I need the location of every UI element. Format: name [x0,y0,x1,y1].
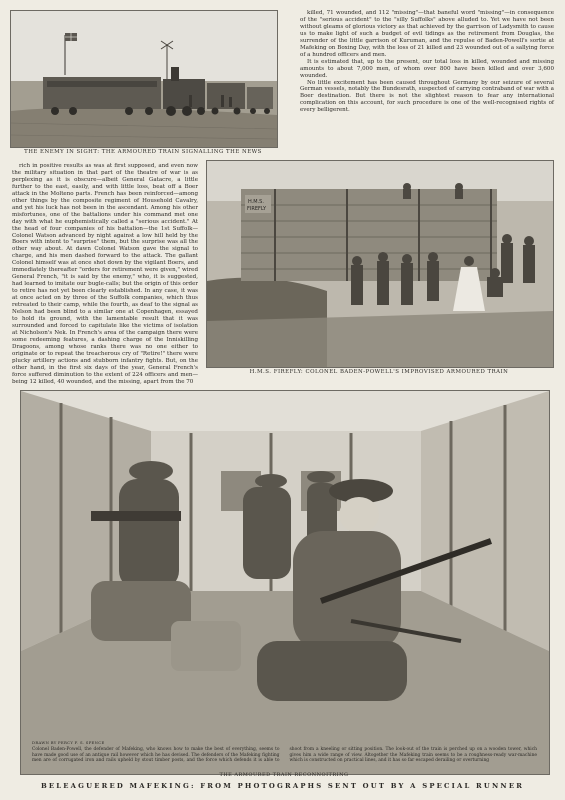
armoured-train-drawing [11,11,277,147]
article-paragraph: killed, 71 wounded, and 112 "missing"—that baneful word "missing"—in consequence of the "serious accident" to the "silly Suffolks" above alluded to. Yet we have not been without gleams of glorious victory as that achieved by the garrison of Ladysmith to cause us to make light of such a budget of evil tidings as the retirement from Douglas, the surrender of the little garrison of Kuruman, and the repulse of Baden-Powell's sortie at Mafeking on Boxing Day, with the loss of 21 killed and 23 wounded out of a sallying force of a hundred officers and men. [300,10,554,58]
interior-drawing [21,391,549,774]
article-left-column [12,163,198,386]
illustration-description-text: Colonel Baden-Powell, the defender of Mafeking, who knows how to make the best of everything, seems to have made good use of an antique rail however which he has devised. The defenders of the Mafeking fighting men are of corrugated iron and rails upheld by stout timber posts, and the force which defends it is able to shoot from a kneeling or sitting position. The look-out of the train is perched up on a wooden tower, which gives him a wide range of view. Altogether the Mafeking train seems to be a roughness-ready war-machine which is constructed on practical lines, and it has so far escaped derailing or overturning [32,747,537,764]
artist-credit: DRAWN BY PERCY F. S. SPENCE [32,740,105,745]
armoured-train-interior-illustration [20,390,550,775]
article-paragraph: No little excitement has been caused throughout Germany by our seizure of several German vessels, notably the Bundesrath, suspected of carrying contraband of war with a Boer destination. But there is not the slightest reason to fear any international complication on this account, for such procedure is one of the well-recognised rights of every belligerent. [300,79,554,114]
article-paragraph: rich in positive results as was at first supposed, and even now the military situation in that part of the theatre of war is as perplexing as it is obscure—albeit General Gatacre, a little further to the east, easily, and with little loss, beat off a Boer attack in the Molteno parts. French has been reinforced—among other things by the composite regiment of Household Cavalry, and yet his luck has not been in the ascendant. Among his other misfortunes, one of the battalions under his command met one day with what he euphemistically called a "serious accident." At the head of four companies of his battalion—the 1st Suffolk—Colonel Watson advanced by night against a low hill held by the Boers with intent to "surprise" them, but the surprise was all the other way about. At dawn Colonel Watson gave the signal to charge, and his men dashed forward to the attack. The gallant Colonel himself was at once shot down by the vigilant Boers, and immediately thereafter "orders for retirement were given," wired General French, "it is said by the enemy," who, it is suggested, had learned to imitate our bugle-calls; but the origin of this order to retire has not yet been clearly established. In any case, it was at once acted on by three of the Suffolk companies, which thus retreated to their camp, while the fourth, as deaf to the signal as Nelson had been blind to a similar one at Copenhagen, essayed to hold its ground, with the lamentable result that it was surrounded and forced to capitulate like the victims of isolation at Nicholson's Nek. In French's area of the campaign there were some redeeming features, a dashing charge of the Inniskilling Dragoons, among whose ranks there was no one either to originate or to repeat the treacherous cry of "Retire!" there were plucky artillery actions and stubborn infantry fights. But, on the other hand, in the first six days of the year, General French's force suffered diminution to the extent of 224 officers and men—being 12 killed, 40 wounded, and the missing, apart from the 70 [12,163,198,385]
armoured-train-photo [10,10,278,148]
article-paragraph: It is estimated that, up to the present, our total loss in killed, wounded and missing amounts to about 7,000 men, of whom over 800 have been killed and over 3,600 wounded. [300,58,554,79]
illustration-title: THE ARMOURED TRAIN RECONNOITRING [219,772,349,778]
article-right-column [300,10,554,114]
wagon-lettering-hms: H.M.S. [248,199,264,205]
illustration-description [32,747,537,764]
firefly-photo-caption: H.M.S. FIREFLY: COLONEL BADEN-POWELL'S IMPROVISED ARMOURED TRAIN [249,369,509,375]
firefly-train-photo [206,160,554,368]
train-photo-caption: THE ENEMY IN SIGHT: THE ARMOURED TRAIN SIGNALLING THE NEWS [24,149,262,155]
firefly-train-drawing [207,161,553,367]
page-headline: BELEAGUERED MAFEKING: FROM PHOTOGRAPHS SENT OUT BY A SPECIAL RUNNER [40,782,525,790]
wagon-lettering-firefly: FIREFLY [247,206,267,212]
